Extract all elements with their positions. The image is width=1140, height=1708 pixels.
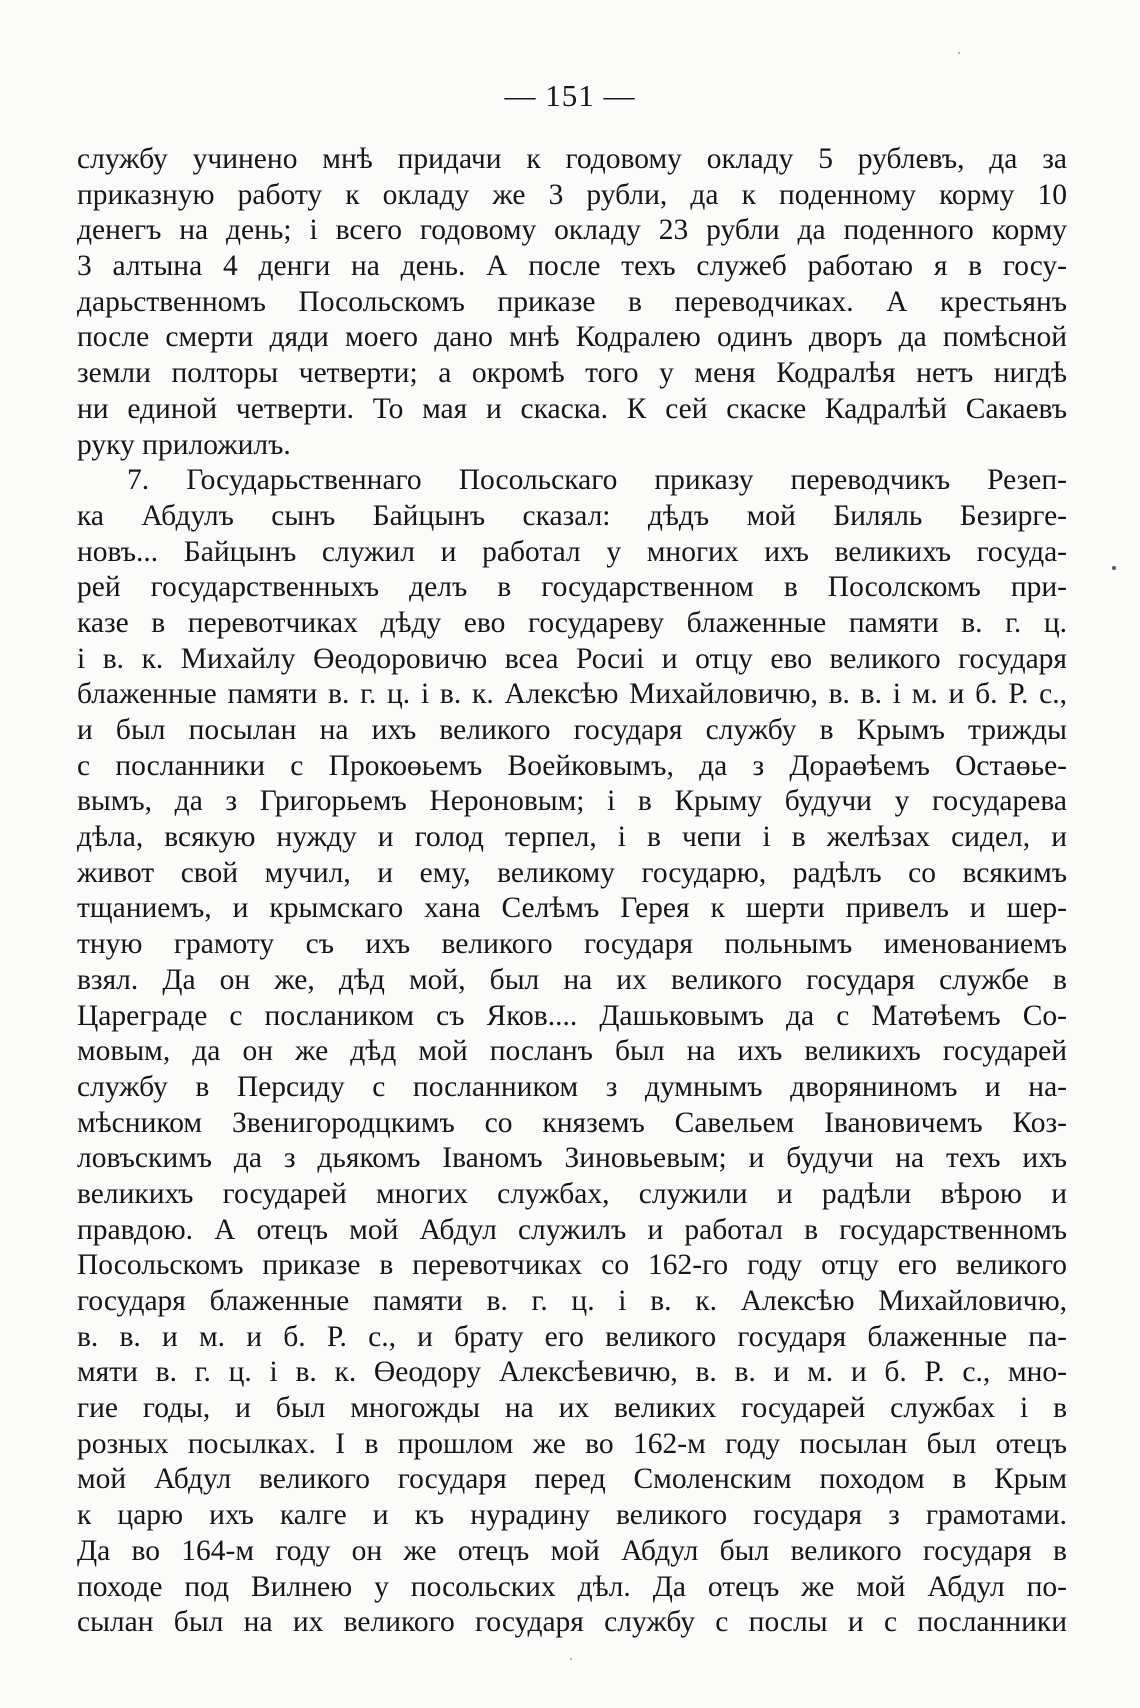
text-line: после смерти дяди моего дано мнѣ Кодралею одинъ дворъ да помѣсной xyxy=(77,321,1067,354)
text-line: мяти в. г. ц. і в. к. Өеодору Алексѣевичю, в. в. и м. и б. Р. с., мно- xyxy=(77,1356,1067,1389)
text-line: дарьственномъ Посольскомъ приказе в переводчиках. А крестьянъ xyxy=(77,285,1067,318)
text-line: походе под Вилнею у посольских дѣл. Да отецъ же мой Абдул по- xyxy=(77,1570,1067,1603)
text-line: Цареграде с послаником съ Яков.... Дашьковымъ да с Матөѣемъ Со- xyxy=(77,999,1067,1032)
text-line: ни единой четверти. То мая и скаска. К сей скаске Кадралѣй Сакаевъ xyxy=(77,392,1067,425)
text-line: службу учинено мнѣ придачи к годовому окладу 5 рублевъ, да за xyxy=(77,143,1067,175)
text-line: мѣсником Звенигородцкимъ со княземъ Савельем Івановичемъ Коз- xyxy=(77,1106,1067,1139)
text-line: службу в Персиду с посланником з думнымъ дворяниномъ и на- xyxy=(77,1070,1067,1103)
text-line: Посольскомъ приказе в перевотчиках со 162-го году отцу его великого xyxy=(77,1249,1067,1282)
text-line: ка Абдулъ сынъ Байцынъ сказал: дѣдъ мой Биляль Безирге- xyxy=(77,499,1067,532)
text-line: блаженные памяти в. г. ц. і в. к. Алексѣю Михайловичю, в. в. і м. и б. Р. с., xyxy=(77,678,1067,711)
scan-speck xyxy=(958,52,960,54)
text-line: живот свой мучил, и ему, великому государю, радѣлъ со всякимъ xyxy=(77,856,1067,889)
text-line: приказную работу к окладу же 3 рубли, да к поденному корму 10 xyxy=(77,178,1067,211)
text-line: и был посылан на ихъ великого государя службу в Крымъ трижды xyxy=(77,714,1067,746)
text-line: сылан был на их великого государя службу с послы и с посланники xyxy=(77,1606,1067,1639)
paragraph-start-line: 7. Государьственнаго Посольскаго приказу переводчикъ Резеп- xyxy=(127,464,1067,497)
text-line: мой Абдул великого государя перед Смоленским походом в Крым xyxy=(77,1463,1067,1496)
text-line: к царю ихъ калге и къ нурадину великого государя з грамотами. xyxy=(77,1499,1067,1532)
text-line: тщаниемъ, и крымскаго хана Селѣмъ Герея к шерти привелъ и шер- xyxy=(77,892,1067,925)
text-line: розных посылках. І в прошлом же во 162-м году посылан был отецъ xyxy=(77,1427,1067,1460)
text-line: казе в перевотчиках дѣду ево государеву блаженные памяти в. г. ц. xyxy=(77,606,1067,639)
text-line: рей государственныхъ делъ в государственном в Посолскомъ при- xyxy=(77,571,1067,604)
text-line: руку приложилъ. xyxy=(77,428,291,461)
text-line: і в. к. Михайлу Өеодоровичю всеа Росиі и отцу ево великого государя xyxy=(77,642,1067,675)
text-line: земли полторы четверти; а окромѣ того у меня Кодралѣя нетъ нигдѣ xyxy=(77,357,1067,390)
scan-speck xyxy=(570,1658,572,1660)
text-line: вымъ, да з Григорьемъ Нероновым; і в Крыму будучи у государева xyxy=(77,785,1067,818)
text-line: государя блаженные памяти в. г. ц. і в. к. Алексѣю Михайловичю, xyxy=(77,1285,1067,1317)
text-line: правдою. А отецъ мой Абдул служилъ и работал в государственномъ xyxy=(77,1213,1067,1246)
text-line: новъ... Байцынъ служил и работал у многих ихъ великихъ госуда- xyxy=(77,535,1067,568)
text-line: тную грамоту съ ихъ великого государя польнымъ именованиемъ xyxy=(77,928,1067,961)
text-line: дѣла, всякую нужду и голод терпел, і в чепи і в желѣзах сидел, и xyxy=(77,821,1067,854)
text-line: с посланники с Прокоөьемъ Воейковымъ, да з Дораөѣемъ Остаөье- xyxy=(77,749,1067,782)
text-line: ловъскимъ да з дьякомъ Іваномъ Зиновьевым; и будучи на техъ ихъ xyxy=(77,1142,1067,1175)
page-number: — 151 — xyxy=(504,78,636,113)
text-line: денегъ на день; і всего годовому окладу 23 рубли да поденного корму xyxy=(77,214,1067,247)
text-line: 3 алтына 4 денги на день. А после техъ служеб работаю я в госу- xyxy=(77,250,1067,283)
text-line: взял. Да он же, дѣд мой, был на их великого государя службе в xyxy=(77,963,1067,996)
text-line: Да во 164-м году он же отецъ мой Абдул был великого государя в xyxy=(77,1534,1067,1567)
text-line: великихъ государей многих службах, служили и радѣли вѣрою и xyxy=(77,1177,1067,1210)
text-line: гие годы, и был многожды на их великих государей службах і в xyxy=(77,1392,1067,1425)
body-text xyxy=(77,142,1067,1641)
margin-dot xyxy=(1112,566,1116,570)
text-line: в. в. и м. и б. Р. с., и брату его великого государя блаженные па- xyxy=(77,1320,1067,1353)
text-line: мовым, да он же дѣд мой посланъ был на ихъ великихъ государей xyxy=(77,1035,1067,1068)
